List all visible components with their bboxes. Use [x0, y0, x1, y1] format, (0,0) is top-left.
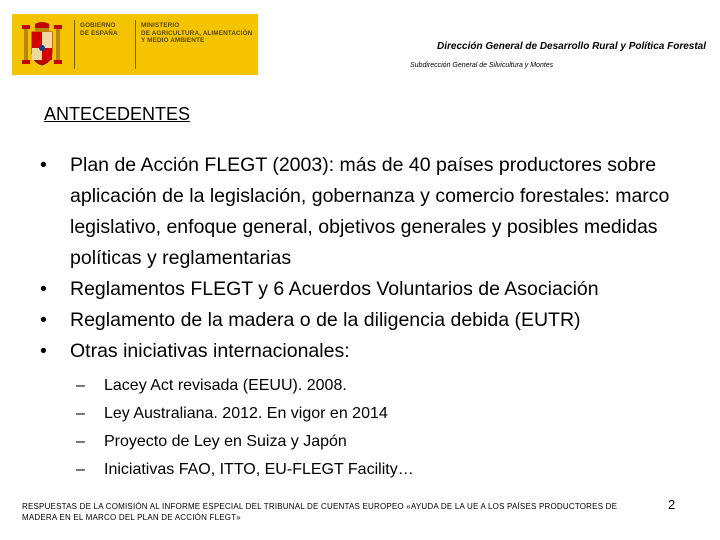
- government-label: [80, 22, 118, 37]
- list-item: [40, 305, 680, 336]
- subdirection-title: Subdirección General de Silvicultura y Montes: [410, 62, 554, 69]
- list-item: [76, 456, 414, 484]
- ministry-label: [141, 22, 252, 45]
- slide-heading: ANTECEDENTES: [44, 104, 191, 124]
- ministry-line: MINISTERIO: [141, 22, 180, 29]
- bullet-text: Plan de Acción FLEGT (2003): más de 40 países productores sobre aplicación de la legislación, gobernanza y comercio forestales: marco legislativo, enfoque general, objetivos generales y posibles medidas políticas y reglamentarias: [70, 154, 670, 269]
- bullet-text: Otras iniciativas internacionales:: [70, 340, 350, 362]
- sub-bullet-text: Proyecto de Ley en Suiza y Japón: [104, 433, 347, 450]
- page-number: 2: [668, 497, 676, 512]
- logo-divider: [135, 20, 136, 69]
- gov-line: DE ESPAÑA: [80, 29, 118, 37]
- list-item: [76, 372, 414, 400]
- sub-bullet-text: Ley Australiana. 2012. En vigor en 2014: [104, 405, 388, 422]
- gov-line: GOBIERNO: [80, 22, 116, 29]
- ministry-line: Y MEDIO AMBIENTE: [141, 37, 205, 44]
- ministry-logo: [12, 14, 258, 75]
- bullet-text: Reglamento de la madera o de la diligencia debida (EUTR): [70, 309, 581, 331]
- direction-title: Dirección General de Desarrollo Rural y Política Forestal: [437, 41, 706, 52]
- dash-marker: –: [76, 461, 85, 478]
- bullet-marker: •: [40, 340, 47, 362]
- bullet-marker: •: [40, 309, 47, 331]
- list-item: [76, 400, 414, 428]
- logo-divider: [74, 20, 75, 69]
- bullet-marker: •: [40, 154, 47, 176]
- sub-bullet-list: [76, 372, 414, 484]
- dash-marker: –: [76, 433, 85, 450]
- sub-bullet-text: Iniciativas FAO, ITTO, EU-FLEGT Facility…: [104, 461, 414, 478]
- sub-bullet-text: Lacey Act revisada (EEUU). 2008.: [104, 377, 347, 394]
- dash-marker: –: [76, 377, 85, 394]
- coat-of-arms-icon: [18, 20, 66, 69]
- list-item: [40, 150, 680, 274]
- list-item: [40, 274, 680, 305]
- ministry-line: DE AGRICULTURA, ALIMENTACIÓN: [141, 29, 253, 37]
- bullet-marker: •: [40, 278, 47, 300]
- bullet-list: [40, 150, 680, 367]
- bullet-text: Reglamentos FLEGT y 6 Acuerdos Voluntarios de Asociación: [70, 278, 599, 300]
- list-item: [40, 336, 680, 367]
- dash-marker: –: [76, 405, 85, 422]
- list-item: [76, 428, 414, 456]
- footer-text: RESPUESTAS DE LA COMISIÓN AL INFORME ESPECIAL DEL TRIBUNAL DE CUENTAS EUROPEO «AYUDA DE LA UE A LOS PAÍSES PRODUCTORES DE MADERA EN EL MARCO DEL PLAN DE ACCIÓN FLEGT»: [22, 502, 618, 522]
